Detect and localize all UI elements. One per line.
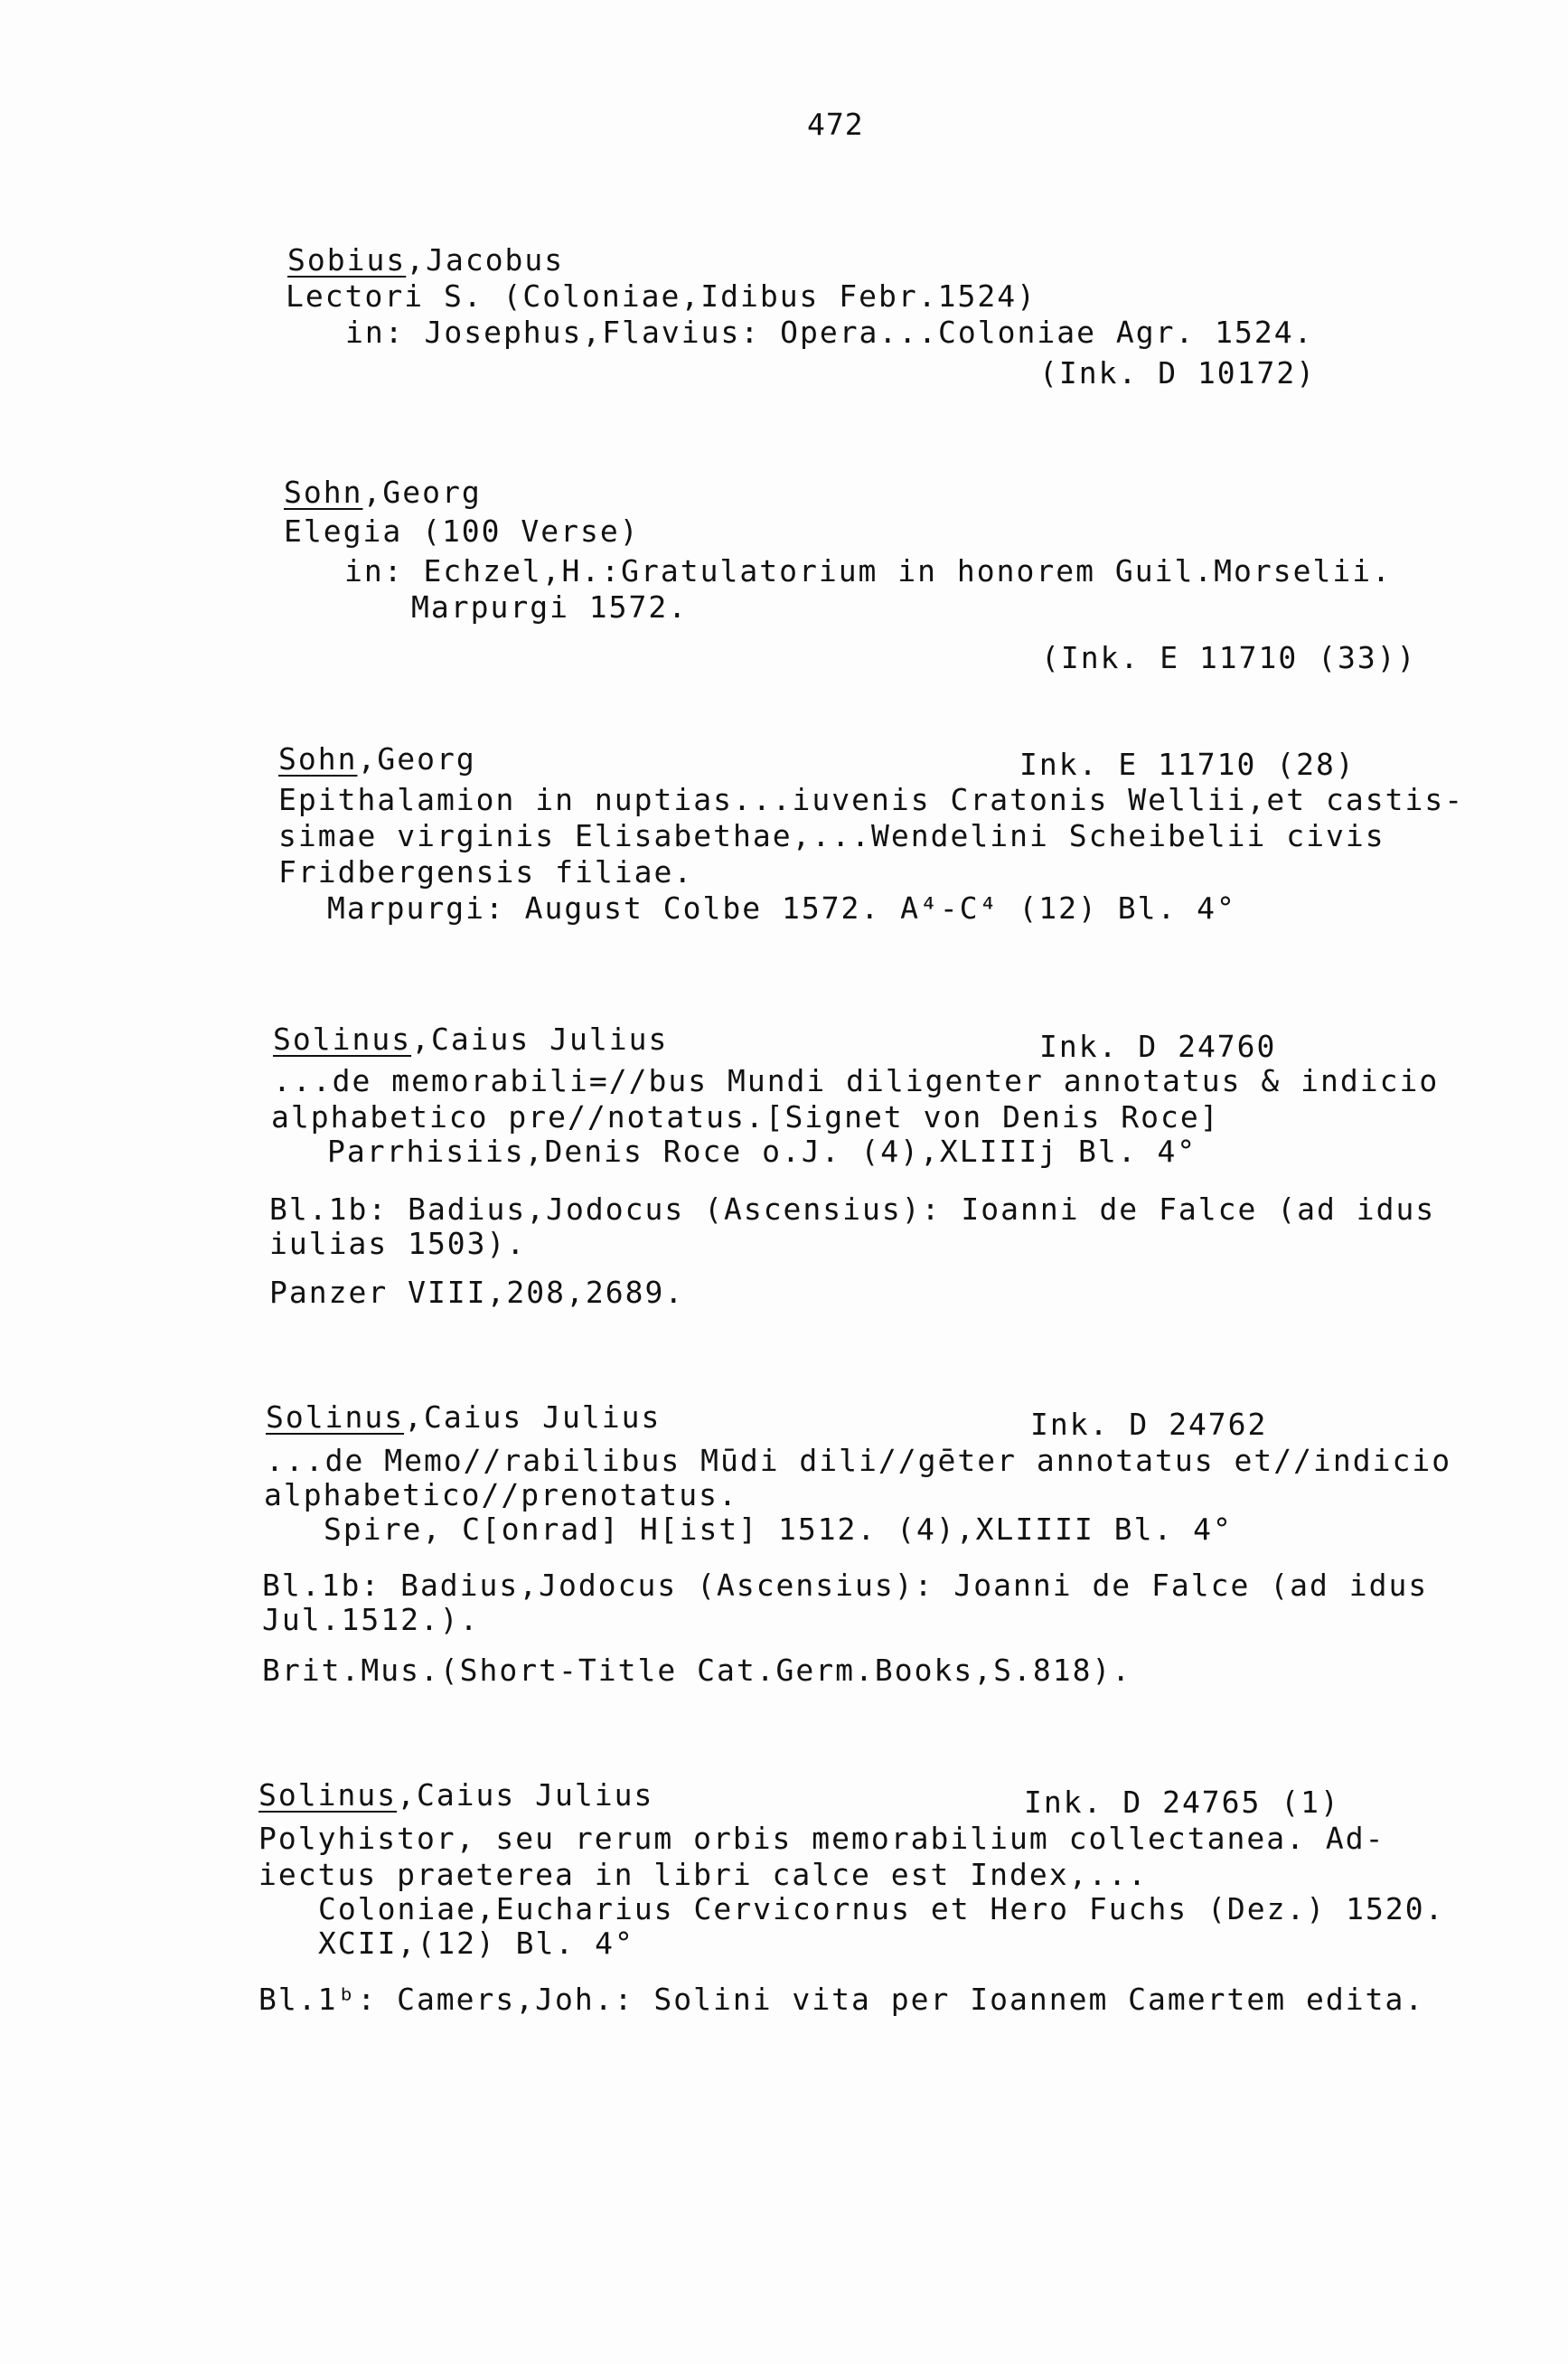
heading-forename: ,Georg: [357, 741, 476, 777]
shelf-reference: Ink. D 24762: [1030, 1407, 1268, 1442]
entry-line: Coloniae,Eucharius Cervicornus et Hero Fuchs (Dez.) 1520.: [318, 1891, 1445, 1926]
entry-line: XCII,(12) Bl. 4°: [318, 1926, 634, 1961]
heading-surname: Solinus: [273, 1022, 412, 1057]
entry-line: ...de memorabili=//bus Mundi diligenter annotatus & indicio: [273, 1063, 1440, 1098]
entry-line: in: Echzel,H.:Gratulatorium in honorem Guil.Morselii.: [344, 553, 1392, 589]
heading-forename: ,Jacobus: [406, 242, 565, 278]
entry-line: Parrhisiis,Denis Roce o.J. (4),XLIIIj Bl. 4°: [327, 1134, 1197, 1169]
entry-line: ...de Memo//rabilibus Mūdi dili//gēter annotatus et//indicio: [266, 1443, 1452, 1478]
entry-heading: [278, 741, 476, 777]
heading-surname: Solinus: [266, 1399, 405, 1435]
heading-surname: Sobius: [287, 242, 407, 278]
entry-line: Spire, C[onrad] H[ist] 1512. (4),XLIIII Bl. 4°: [324, 1512, 1233, 1547]
heading-surname: Sohn: [284, 475, 363, 510]
entry-line: simae virginis Elisabethae,...Wendelini Scheibelii civis: [278, 818, 1385, 853]
entry-line: iulias 1503).: [269, 1226, 527, 1261]
entry-line: Marpurgi: August Colbe 1572. A⁴-C⁴ (12) Bl. 4°: [327, 890, 1236, 926]
entry-heading: [266, 1399, 661, 1435]
entry-line: Jul.1512.).: [262, 1602, 480, 1637]
heading-forename: ,Georg: [362, 475, 482, 510]
shelf-reference: Ink. E 11710 (28): [1019, 747, 1356, 782]
entry-heading: [258, 1777, 653, 1813]
entry-heading: [273, 1022, 668, 1057]
entry-line: alphabetico pre//notatus.[Signet von Denis Roce]: [271, 1099, 1220, 1135]
heading-forename: ,Caius Julius: [404, 1399, 662, 1435]
shelf-reference: (Ink. E 11710 (33)): [1041, 640, 1417, 675]
entry-line: Bl.1b: Badius,Jodocus (Ascensius): Joanni de Falce (ad idus: [262, 1568, 1429, 1603]
entry-line: Epithalamion in nuptias...iuvenis Cratonis Wellii,et castis-: [278, 782, 1465, 817]
entry-heading: [284, 475, 482, 510]
entry-line: Panzer VIII,208,2689.: [269, 1275, 685, 1310]
heading-surname: Solinus: [258, 1777, 398, 1813]
entry-heading: [287, 242, 564, 278]
heading-surname: Sohn: [278, 741, 358, 777]
entry-line: Polyhistor, seu rerum orbis memorabilium collectanea. Ad-: [258, 1821, 1385, 1856]
entry-line: Bl.1b: Badius,Jodocus (Ascensius): Ioanni de Falce (ad idus: [269, 1191, 1436, 1227]
entry-line: alphabetico//prenotatus.: [264, 1477, 738, 1512]
entry-line: in: Josephus,Flavius: Opera...Coloniae Agr. 1524.: [345, 315, 1314, 350]
page-number: 472: [807, 107, 864, 142]
entry-line: Lectori S. (Coloniae,Idibus Febr.1524): [286, 278, 1037, 314]
entry-line: Elegia (100 Verse): [284, 513, 640, 549]
shelf-reference: Ink. D 24760: [1039, 1029, 1277, 1064]
entry-line: Marpurgi 1572.: [411, 589, 689, 625]
entry-line: Fridbergensis filiae.: [278, 854, 694, 890]
shelf-reference: (Ink. D 10172): [1039, 355, 1317, 391]
entry-line: Bl.1ᵇ: Camers,Joh.: Solini vita per Ioannem Camertem edita.: [258, 1982, 1425, 2017]
heading-forename: ,Caius Julius: [411, 1022, 669, 1057]
entry-line: Brit.Mus.(Short-Title Cat.Germ.Books,S.818).: [262, 1653, 1132, 1688]
shelf-reference: Ink. D 24765 (1): [1024, 1785, 1340, 1820]
entry-line: iectus praeterea in libri calce est Index,...: [258, 1857, 1149, 1892]
heading-forename: ,Caius Julius: [397, 1777, 654, 1813]
